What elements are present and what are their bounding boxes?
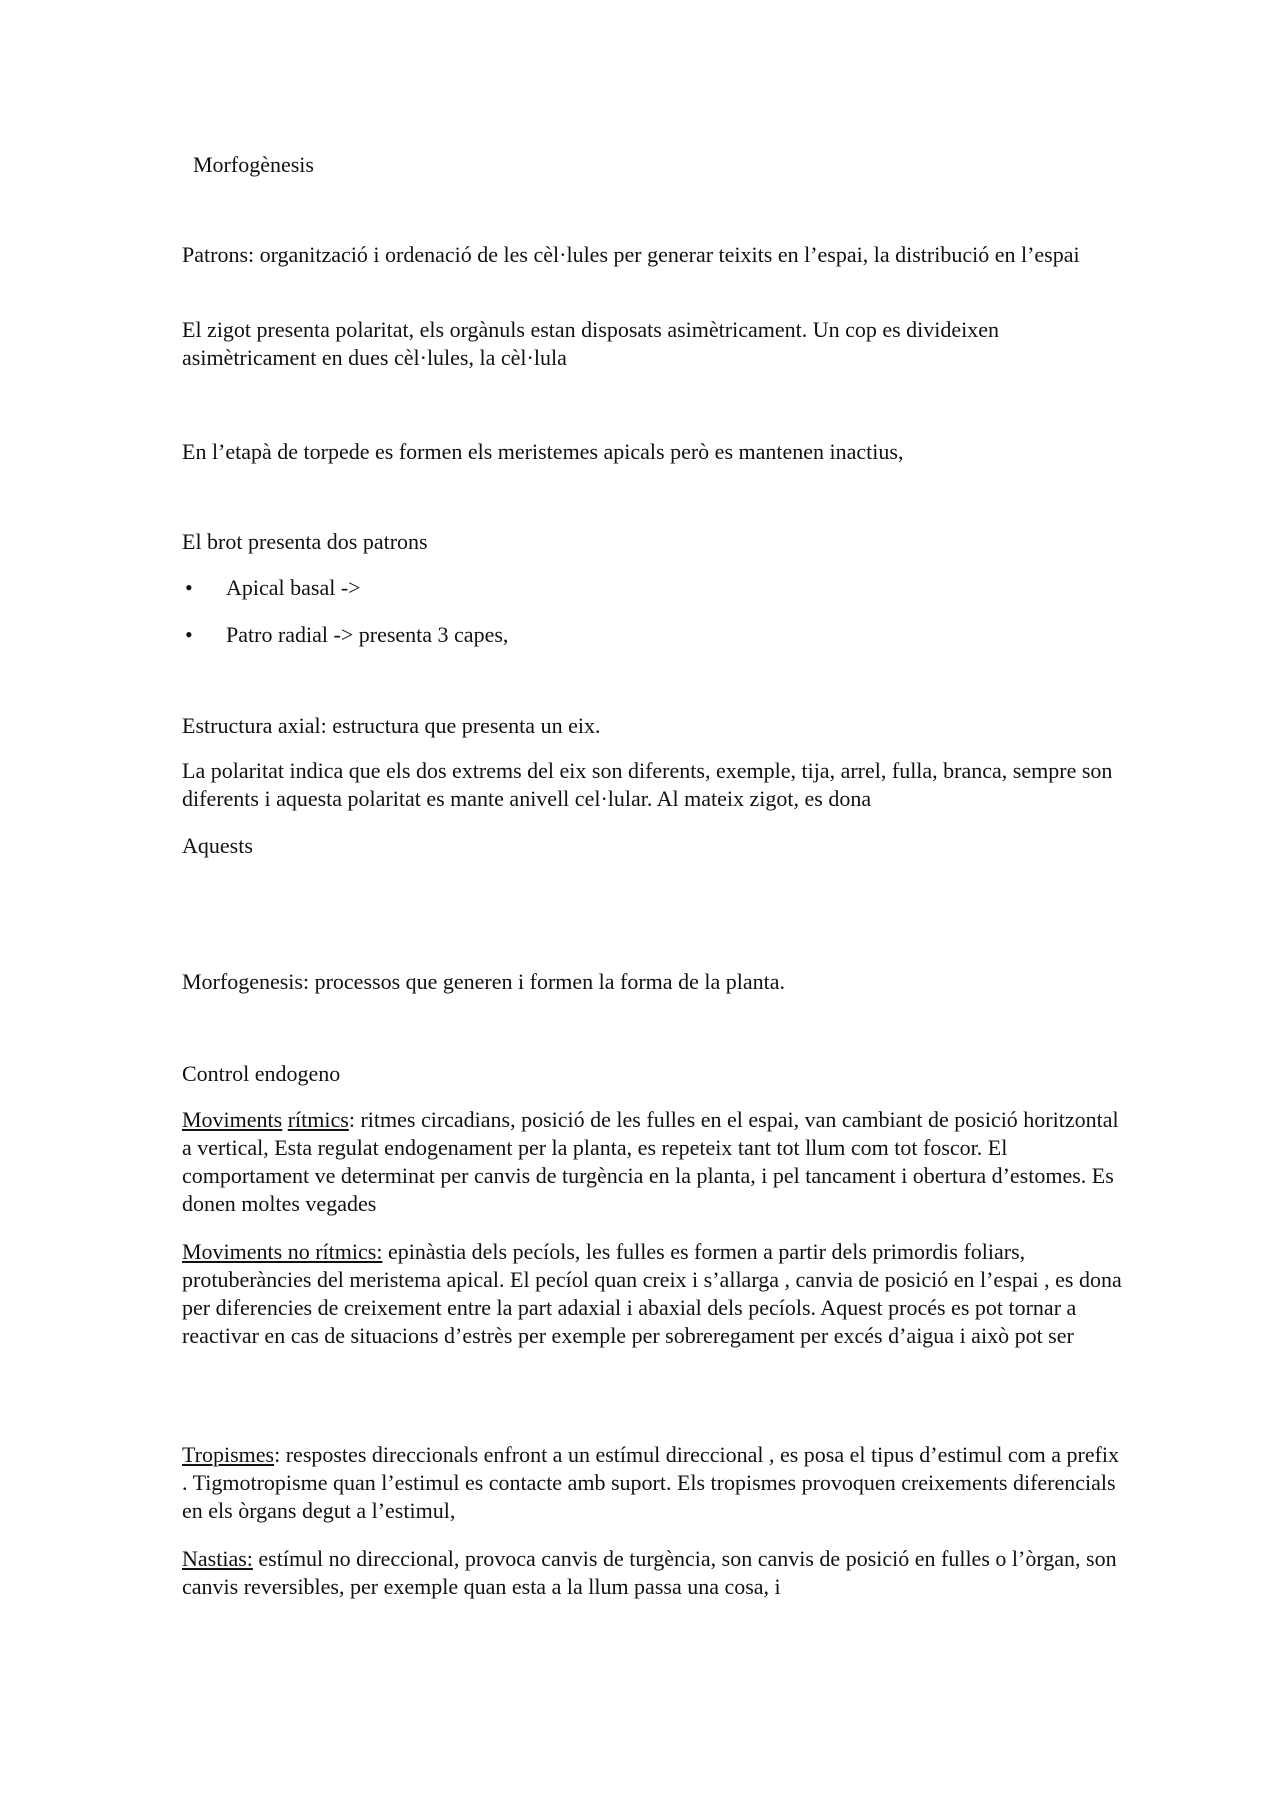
paragraph-text: epinàstia dels pecíols, les fulles es formen a partir dels primordis foliars, protuberàncies del meristema apical. El pecíol quan creix i s’allarga , canvia de posició en l’espai , es dona per diferencies de creixement entre la part adaxial i abaxial dels pecíols. Aquest procés es pot tornar a reactivar en cas de situacions d’estrès per exemple per sobreregament per excés d’aigua i això pot ser — [182, 1239, 1122, 1348]
bullet-marker: • — [185, 575, 193, 600]
term-nastias: Nastias: — [182, 1546, 253, 1571]
paragraph-brot: El brot presenta dos patrons — [182, 529, 428, 554]
paragraph-morfogenesis: Morfogenesis: processos que generen i formen la forma de la planta. — [182, 969, 785, 994]
list-item-text: Apical basal -> — [226, 575, 361, 600]
paragraph-nastias — [182, 1545, 1122, 1601]
term-moviments: Moviments — [182, 1107, 283, 1132]
document-title: Morfogènesis — [193, 152, 314, 177]
paragraph-zigot: El zigot presenta polaritat, els orgànuls estan disposats asimètricament. Un cop es divideixen asimètricament en dues cèl·lules, la cèl·lula — [182, 317, 1000, 370]
bullet-marker: • — [185, 622, 193, 647]
paragraph-estructura-axial: Estructura axial: estructura que presenta un eix. — [182, 713, 601, 738]
paragraph-moviments-no-ritmics — [182, 1238, 1122, 1350]
paragraph-aquests: Aquests — [182, 833, 253, 858]
term-ritmics: rítmics — [287, 1107, 349, 1132]
term-moviments-no-ritmics: Moviments no rítmics: — [182, 1239, 383, 1264]
paragraph-torpede: En l’etapà de torpede es formen els meristemes apicals però es mantenen inactius, — [182, 439, 904, 464]
paragraph-text: : ritmes circadians, posició de les fulles en el espai, van cambiant de posició horitzontal a vertical, Esta regulat endogenament per la planta, es repeteix tant tot llum com tot foscor. El comportament ve determinat per canvis de turgència en la planta, i pel tancament i obertura d’estomes. Es donen moltes vegades — [182, 1107, 1119, 1216]
paragraph-text: : respostes direccionals enfront a un estímul direccional , es posa el tipus d’estimul com a prefix . Tigmotropisme quan l’estimul es contacte amb suport. Els tropismes provoquen creixements diferencials en els òrgans degut a l’estimul, — [182, 1442, 1120, 1523]
paragraph-polaritat: La polaritat indica que els dos extrems del eix son diferents, exemple, tija, arrel, fulla, branca, sempre son diferents i aquesta polaritat es mante anivell cel·lular. Al mateix zigot, es dona — [182, 758, 1113, 811]
paragraph-tropismes — [182, 1441, 1122, 1525]
list-item-text: Patro radial -> presenta 3 capes, — [226, 622, 509, 647]
term-tropismes: Tropismes — [182, 1442, 275, 1467]
paragraph-moviments-ritmics — [182, 1106, 1122, 1218]
paragraph-control-endogeno: Control endogeno — [182, 1061, 341, 1086]
paragraph-patrons: Patrons: organització i ordenació de les cèl·lules per generar teixits en l’espai, la distribució en l’espai — [182, 242, 1080, 267]
paragraph-text: estímul no direccional, provoca canvis de turgència, son canvis de posició en fulles o l’òrgan, son canvis reversibles, per exemple quan esta a la llum passa una cosa, i — [182, 1546, 1117, 1599]
